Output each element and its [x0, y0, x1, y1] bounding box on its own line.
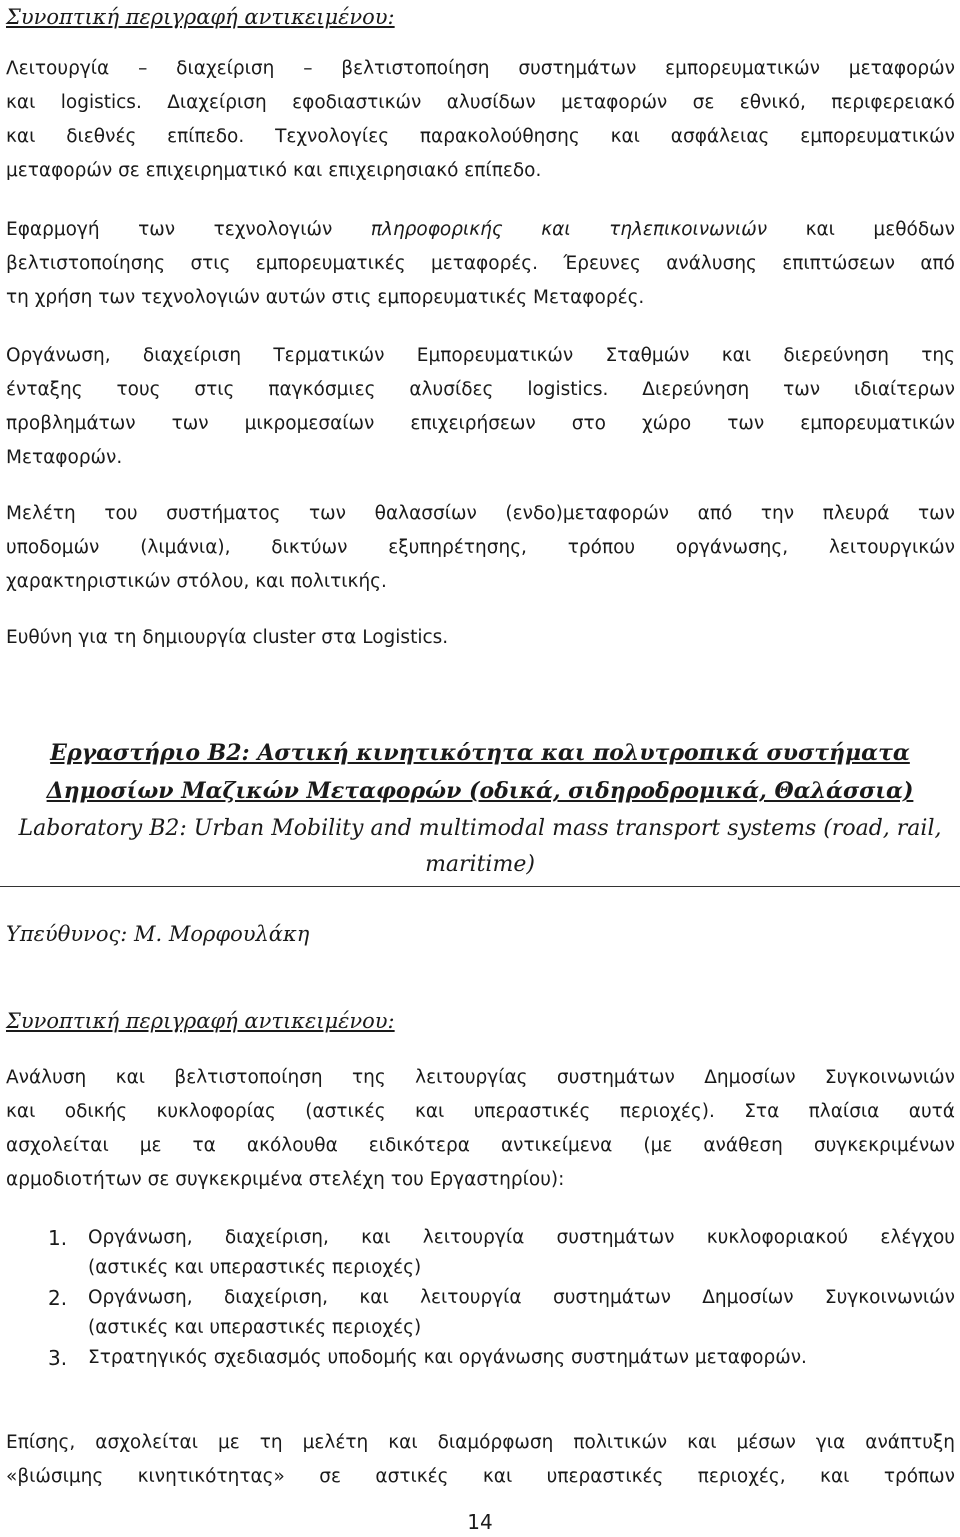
lab-title: Δημοσίων Μαζικών Μεταφορών (οδικά, σιδηροδρομικά, Θαλάσσια)	[46, 778, 914, 804]
lab-english-title: Laboratory B2: Urban Mobility and multimodal mass transport systems (road, rail,	[18, 816, 942, 841]
section-heading: Συνοπτική περιγραφή αντικειμένου:	[6, 1009, 395, 1033]
list-item-line: (αστικές και υπεραστικές περιοχές)	[88, 1257, 422, 1278]
paragraph-line: «βιώσιμης κινητικότητας» σε αστικές και υπεραστικές περιοχές, και τρόπων	[6, 1466, 955, 1487]
list-number: 1.	[48, 1226, 68, 1250]
lab-responsible: Υπεύθυνος: Μ. Μορφουλάκη	[6, 922, 310, 946]
paragraph-line: μεταφορών σε επιχειρηματικό και επιχειρησιακό επίπεδο.	[6, 160, 542, 181]
paragraph-line: τη χρήση των τεχνολογιών αυτών στις εμπορευματικές Μεταφορές.	[6, 287, 645, 308]
page-number: 14	[467, 1510, 493, 1534]
lab-title: Εργαστήριο Β2: Αστική κινητικότητα και πολυτροπικά συστήματα	[50, 740, 910, 766]
paragraph-line: και logistics. Διαχείριση εφοδιαστικών αλυσίδων μεταφορών σε εθνικό, περιφερειακό	[6, 92, 955, 113]
paragraph-line: Επίσης, ασχολείται με τη μελέτη και διαμόρφωση πολιτικών και μέσων για ανάπτυξη	[6, 1432, 955, 1453]
horizontal-rule	[0, 886, 960, 887]
paragraph-line: Ανάλυση και βελτιστοποίηση της λειτουργίας συστημάτων Δημοσίων Συγκοινωνιών	[6, 1067, 955, 1088]
paragraph-line: ασχολείται με τα ακόλουθα ειδικότερα αντικείμενα (με ανάθεση συγκεκριμένων	[6, 1135, 955, 1156]
list-number: 3.	[48, 1346, 68, 1370]
paragraph-line: Ευθύνη για τη δημιουργία cluster στα Logistics.	[6, 627, 449, 648]
paragraph-line	[6, 213, 955, 247]
paragraph-line: βελτιστοποίησης στις εμπορευματικές μεταφορές. Έρευνες ανάλυσης επιπτώσεων από	[6, 253, 955, 274]
paragraph-line: προβλημάτων των μικρομεσαίων επιχειρήσεων στο χώρο των εμπορευματικών	[6, 413, 955, 434]
paragraph-line: και οδικής κυκλοφορίας (αστικές και υπεραστικές περιοχές). Στα πλαίσια αυτά	[6, 1101, 955, 1122]
paragraph-line: Μελέτη του συστήματος των θαλασσίων (ενδο)μεταφορών από την πλευρά των	[6, 503, 955, 524]
paragraph-line: Οργάνωση, διαχείριση Τερματικών Εμπορευματικών Σταθμών και διερεύνηση της	[6, 345, 955, 366]
lab-english-title: maritime)	[425, 852, 535, 877]
paragraph-line: χαρακτηριστικών στόλου, και πολιτικής.	[6, 571, 387, 592]
list-item-line: (αστικές και υπεραστικές περιοχές)	[88, 1317, 422, 1338]
paragraph-line: Λειτουργία – διαχείριση – βελτιστοποίηση συστημάτων εμπορευματικών μεταφορών	[6, 58, 955, 79]
list-item-line: Οργάνωση, διαχείριση, και λειτουργία συστημάτων Δημοσίων Συγκοινωνιών	[88, 1287, 955, 1308]
paragraph-line: υποδομών (λιμάνια), δικτύων εξυπηρέτησης, τρόπου οργάνωσης, λειτουργικών	[6, 537, 955, 558]
text-span: και μεθόδων	[805, 219, 955, 240]
paragraph-line: ένταξης τους στις παγκόσμιες αλυσίδες logistics. Διερεύνηση των ιδιαίτερων	[6, 379, 955, 400]
paragraph-line: αρμοδιοτήτων σε συγκεκριμένα στελέχη του Εργαστηρίου):	[6, 1169, 565, 1190]
italic-text-span: πληροφορικής και τηλεπικοινωνιών	[370, 219, 768, 240]
paragraph-line: Μεταφορών.	[6, 447, 123, 468]
section-heading: Συνοπτική περιγραφή αντικειμένου:	[6, 5, 395, 29]
paragraph-line: και διεθνές επίπεδο. Τεχνολογίες παρακολούθησης και ασφάλειας εμπορευματικών	[6, 126, 955, 147]
list-number: 2.	[48, 1286, 68, 1310]
list-item-line: Στρατηγικός σχεδιασμός υποδομής και οργάνωσης συστημάτων μεταφορών.	[88, 1347, 807, 1368]
list-item-line: Οργάνωση, διαχείριση, και λειτουργία συστημάτων κυκλοφοριακού ελέγχου	[88, 1227, 955, 1248]
text-span: Εφαρμογή των τεχνολογιών	[6, 219, 333, 240]
